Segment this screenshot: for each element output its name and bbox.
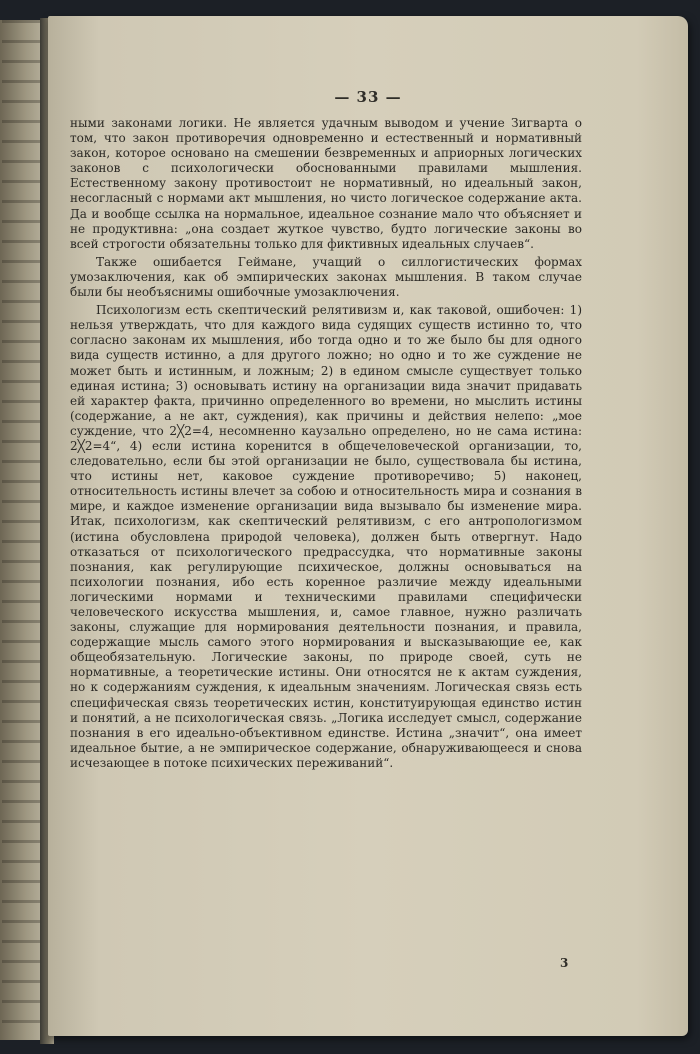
book-page [48,16,688,1036]
body-text [70,116,582,774]
left-page-text-shadow [2,20,42,1040]
page-number: — 33 — [334,88,402,106]
paragraph-2: Также ошибается Геймане, учащий о силлогистических формах умозаключения, как об эмпирических законах мышления. В таком случае были бы необъяснимы ошибочные умозаключения. [70,254,582,300]
signature-mark: 3 [560,956,569,970]
paragraph-3: Психологизм есть скептический релятивизм и, как таковой, ошибочен: 1) нельзя утверждать, что для каждого вида судящих существ истинно то, что согласно законам их мышления, ибо тогда одно и то же было бы для одного вида существ истинно, а для другого ложно; но одно и то же суждение не может быть и истинным, и ложным; 2) в едином смысле существует только единая истина; 3) основывать истину на организации вида значит придавать ей характер факта, причинно определенного во времени, но мыслить истины (содержание, а не акт, суждения), как причины и действия нелепо: „мое суждение, что 2╳2=4, несомненно каузально определено, но не сама истина: 2╳2=4“, 4) если истина коренится в общечеловеческой организации, то, следовательно, если бы этой организации не было, существовала бы истина, что истины нет, каковое суждение противоречиво; 5) наконец, относительность истины влечет за собою и относительность мира и сознания в мире, и каждое изменение организации вида вызывало бы изменение мира. Итак, психологизм, как скептический релятивизм, с его антропологизмом (истина обусловлена природой человека), должен быть отвергнут. Надо отказаться от психологического предрассудка, что нормативные законы познания, как регулирующие психическое, должны основываться на психологии познания, ибо есть коренное различие между идеальными логическими нормами и техническими правилами специфически человеческого искусства мышления, и, самое главное, нужно различать законы, служащие для нормирования деятельности познания, и правила, содержащие мысль самого этого нормирования и высказывающие ее, как общеобязательную. Логические законы, по природе своей, суть не нормативные, а теоретические истины. Они относятся не к актам суждения, но к содержаниям суждения, к идеальным значениям. Логическая связь есть специфическая связь теоретических истин, конституирующая единство истин и понятий, а не психологическая связь. „Логика исследует смысл, содержание познания в его идеально-объективном единстве. Истина „значит“, она имеет идеальное бытие, а не эмпирическое содержание, обнаруживающееся и снова исчезающее в потоке психических переживаний“. [70,303,582,770]
paragraph-1: ными законами логики. Не является удачным выводом и учение Зигварта о том, что закон противоречия одновременно и естественный и нормативный закон, которое основано на смешении безвременных и априорных логических законов с психологически обоснованными правилами мышления. Естественному закону противостоит не нормативный, но идеальный закон, несогласный с нормами акт мышления, но чисто логическое содержание акта. Да и вообще ссылка на нормальное, идеальное сознание мало что объясняет и не продуктивна: „она создает жуткое чувство, будто логические законы во всей строгости обязательны только для фиктивных идеальных случаев“. [70,116,582,251]
